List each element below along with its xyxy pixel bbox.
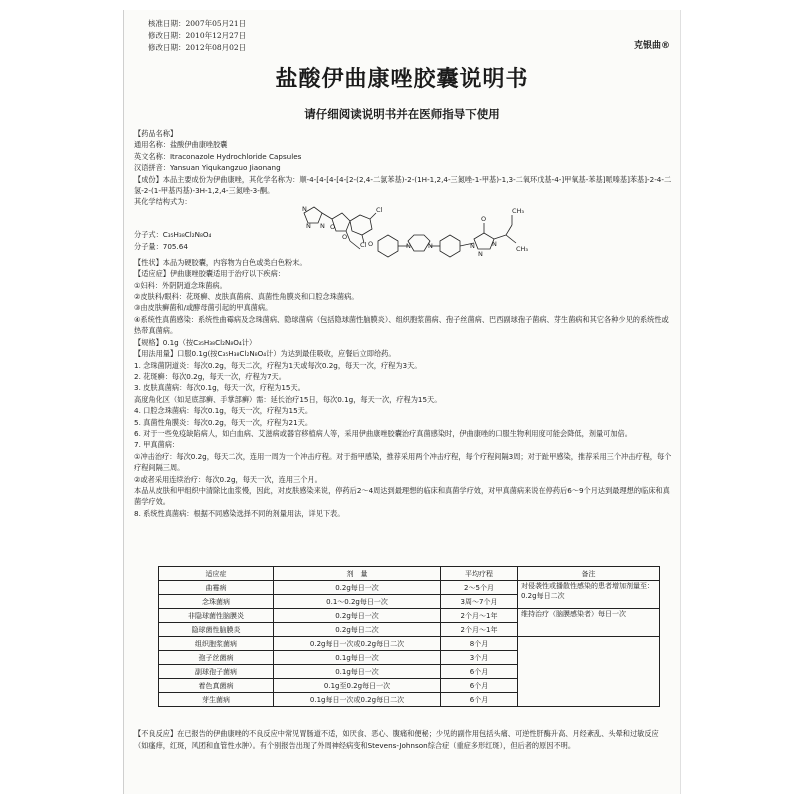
usage-heading: 【用法用量】口服0.1g(按C₃₅H₃₈Cl₂N₈O₄计）为达到最佳吸收，应餐后立即给药。	[134, 349, 396, 359]
atom-label-n5: N	[428, 241, 433, 250]
indications-heading: 【适应症】伊曲康唑胶囊适用于治疗以下疾病：	[134, 269, 285, 279]
specification: 【规格】0.1g（按C₃₅H₃₈Cl₂N₈O₄计）	[134, 337, 257, 347]
table-cell: 2个月～1年	[441, 623, 518, 637]
page-subtitle: 请仔细阅读说明书并在医师指导下使用	[304, 107, 500, 121]
ingredients: 【成份】本品主要成份为伊曲康唑，其化学名称为：顺-4-[4-[4-[4-[2-(2,4-二氯苯基)-2-(1H-1,2,4-三氮唑-1-甲基)-1,3-二氧环戊基-4-]甲氧基-苯基]哌嗪基]苯基]-2-4-二氢-2-(1-甲基丙基)-3H-1,2,4-三氮唑-3-酮。	[134, 174, 672, 196]
table-cell: 2个月～1年	[441, 609, 518, 623]
table-cell: 0.1g每日一次或0.2g每日二次	[274, 693, 441, 707]
table-cell: 念珠菌病	[159, 595, 274, 609]
column-header: 备注	[518, 567, 660, 581]
table-cell: 非隐球菌性脑膜炎	[159, 609, 274, 623]
column-header: 平均疗程	[441, 567, 518, 581]
usage-item: 本品从皮肤和甲组织中清除比血浆慢，因此，对皮肤感染来说，停药后2～4周达到最理想的临床和真菌学疗效，对甲真菌病来说在停药后6～9个月达到最理想的临床和真菌学疗效。	[134, 485, 670, 507]
usage-item: 4. 口腔念珠菌病：每次0.1g，每天一次，疗程为15天。	[134, 406, 313, 416]
usage-item: ②或者采用连续治疗：每次0.2g，每天一次，连用三个月。	[134, 474, 322, 484]
chemical-structure	[134, 204, 672, 258]
instruction-sheet	[123, 10, 681, 794]
atom-label-ch3-1: CH₃	[512, 206, 525, 215]
table-cell: 6个月	[441, 665, 518, 679]
table-cell: 0.1g每日一次	[274, 665, 441, 679]
table-cell: 着色真菌病	[159, 679, 274, 693]
table-header-row	[159, 567, 660, 581]
column-header: 适应症	[159, 567, 274, 581]
usage-item: 1. 念珠菌阴道炎：每次0.2g，每天二次，疗程为1天或每次0.2g，每天一次，疗程为3天。	[134, 360, 422, 370]
usage-item: 2. 花斑癣：每次0.2g，每天一次，疗程为7天。	[134, 371, 286, 381]
atom-label-n7: N	[478, 249, 483, 258]
usage-item: 5. 真菌性角膜炎：每次0.2g，每天一次，疗程为21天。	[134, 417, 313, 427]
table-row	[159, 609, 660, 623]
properties: 【性状】本品为硬胶囊，内容物为白色或类白色粉末。	[134, 257, 307, 267]
atom-label-n8: N	[492, 239, 497, 248]
atom-label-cl2: Cl	[360, 240, 367, 249]
table-cell: 0.2g每日一次	[274, 581, 441, 595]
table-cell: 0.1g至0.2g每日一次	[274, 679, 441, 693]
table-cell: 组织胞浆菌病	[159, 637, 274, 651]
structure-label: 其化学结构式为：	[134, 197, 192, 207]
table-note-empty	[518, 637, 660, 707]
structure-labels	[284, 201, 624, 261]
molecular-formula: 分子式：C₃₅H₃₈Cl₂N₈O₄	[134, 229, 212, 239]
usage-item: 8. 系统性真菌病：根据不同感染选择不同的剂量用法，详见下表。	[134, 508, 345, 518]
drug-name-heading: 【药品名称】	[134, 129, 178, 138]
atom-label-n6: N	[470, 241, 475, 250]
table-cell: 曲霉病	[159, 581, 274, 595]
atom-label-o3: O	[368, 239, 374, 248]
document-body	[134, 128, 672, 519]
table-cell: 6个月	[441, 693, 518, 707]
atom-label-n2: N	[306, 221, 311, 230]
usage-item: 高度角化区（如足底部癣、手掌部癣）需：延长治疗15日，每次0.1g，每天一次，疗程为15天。	[134, 394, 442, 404]
brand-logo: 克银曲®	[633, 41, 670, 51]
table-cell: 0.1g每日一次	[274, 651, 441, 665]
approval-date: 核准日期：2007年05月21日	[148, 19, 247, 28]
atom-label-o2: O	[342, 232, 348, 241]
table-cell: 0.2g每日一次	[274, 609, 441, 623]
table-cell: 3周～7个月	[441, 595, 518, 609]
table-cell: 0.1～0.2g每日一次	[274, 595, 441, 609]
indication-item: ②皮肤科/眼科：花斑癣、皮肤真菌病、真菌性角膜炎和口腔念珠菌病。	[134, 292, 359, 302]
indication-item: ③由皮肤癣菌和/或酵母菌引起的甲真菌病。	[134, 303, 273, 313]
usage-item: 7. 甲真菌病：	[134, 440, 180, 450]
atom-label-ch3-2: CH₃	[516, 244, 529, 253]
usage-item: 3. 皮肤真菌病：每次0.1g，每天一次，疗程为15天。	[134, 383, 305, 393]
adverse-reactions: 【不良反应】在已报告的伊曲康唑的不良反应中常见胃肠道不适，如厌食、恶心、腹痛和便秘；少见的副作用包括头痛、可逆性肝酶升高、月经紊乱、头晕和过敏反应（如瘙痒，红斑，风团和血管性水肿）。有个别报告出现了外周神经病变和Stevens-Johnson综合症（重症多形红斑），但后者的原因不明。	[134, 729, 659, 750]
atom-label-n3: N	[320, 221, 325, 230]
table-cell: 8个月	[441, 637, 518, 651]
generic-name: 通用名称：盐酸伊曲康唑胶囊	[134, 140, 228, 150]
atom-label-o4: O	[481, 214, 487, 223]
table-row	[159, 637, 660, 651]
indication-item: ④系统性真菌感染：系统性曲霉病及念珠菌病、隐球菌病（包括隐球菌性脑膜炎）、组织胞浆菌病、孢子丝菌病、巴西副球孢子菌病、芽生菌病和其它各种少见的系统性或热带真菌病。	[134, 314, 669, 336]
page-title: 盐酸伊曲康唑胶囊说明书	[275, 67, 529, 92]
table-cell: 隐球菌性脑膜炎	[159, 623, 274, 637]
table-cell: 3个月	[441, 651, 518, 665]
atom-label-cl1: Cl	[376, 205, 383, 214]
english-name: 英文名称：Itraconazole Hydrochloride Capsules	[134, 151, 302, 161]
usage-item: ①冲击治疗：每次0.2g，每天二次，连用一周为一个冲击疗程。对于指甲感染，推荐采用两个冲击疗程，每个疗程间隔3周；对于趾甲感染，推荐采用三个冲击疗程，每个疗程间隔三周。	[134, 451, 672, 473]
table-row	[159, 581, 660, 595]
table-cell: 副球孢子菌病	[159, 665, 274, 679]
table-cell: 2～5个月	[441, 581, 518, 595]
pinyin-name: 汉语拼音：Yansuan Yiqukangzuo Jiaonang	[134, 163, 281, 173]
table-note: 维持治疗（脑膜感染者）每日一次	[518, 609, 660, 637]
usage-item: 6. 对于一些免疫缺陷病人，如白血病、艾滋病或器官移植病人等，采用伊曲康唑胶囊治疗真菌感染时，伊曲康唑的口服生物利用度可能会降低，剂量可加倍。	[134, 428, 632, 438]
atom-label-n1: N	[302, 204, 307, 213]
atom-label-o1: O	[330, 222, 336, 231]
table-cell: 6个月	[441, 679, 518, 693]
column-header: 剂 量	[274, 567, 441, 581]
revision-date-2: 修改日期：2012年08月02日	[148, 43, 247, 52]
table-cell: 0.2g每日一次或0.2g每日二次	[274, 637, 441, 651]
dosage-table	[158, 566, 660, 707]
table-cell: 0.2g每日二次	[274, 623, 441, 637]
approval-dates	[148, 18, 246, 54]
revision-date-1: 修改日期：2010年12月27日	[148, 31, 247, 40]
table-note: 对侵袭性或播散性感染的患者增加剂量至：0.2g每日二次	[518, 581, 660, 609]
table-cell: 芽生菌病	[159, 693, 274, 707]
indication-item: ①妇科：外阴阴道念珠菌病。	[134, 280, 227, 290]
table-cell: 孢子丝菌病	[159, 651, 274, 665]
molecular-weight: 分子量：705.64	[134, 241, 188, 251]
atom-label-n4: N	[406, 241, 411, 250]
